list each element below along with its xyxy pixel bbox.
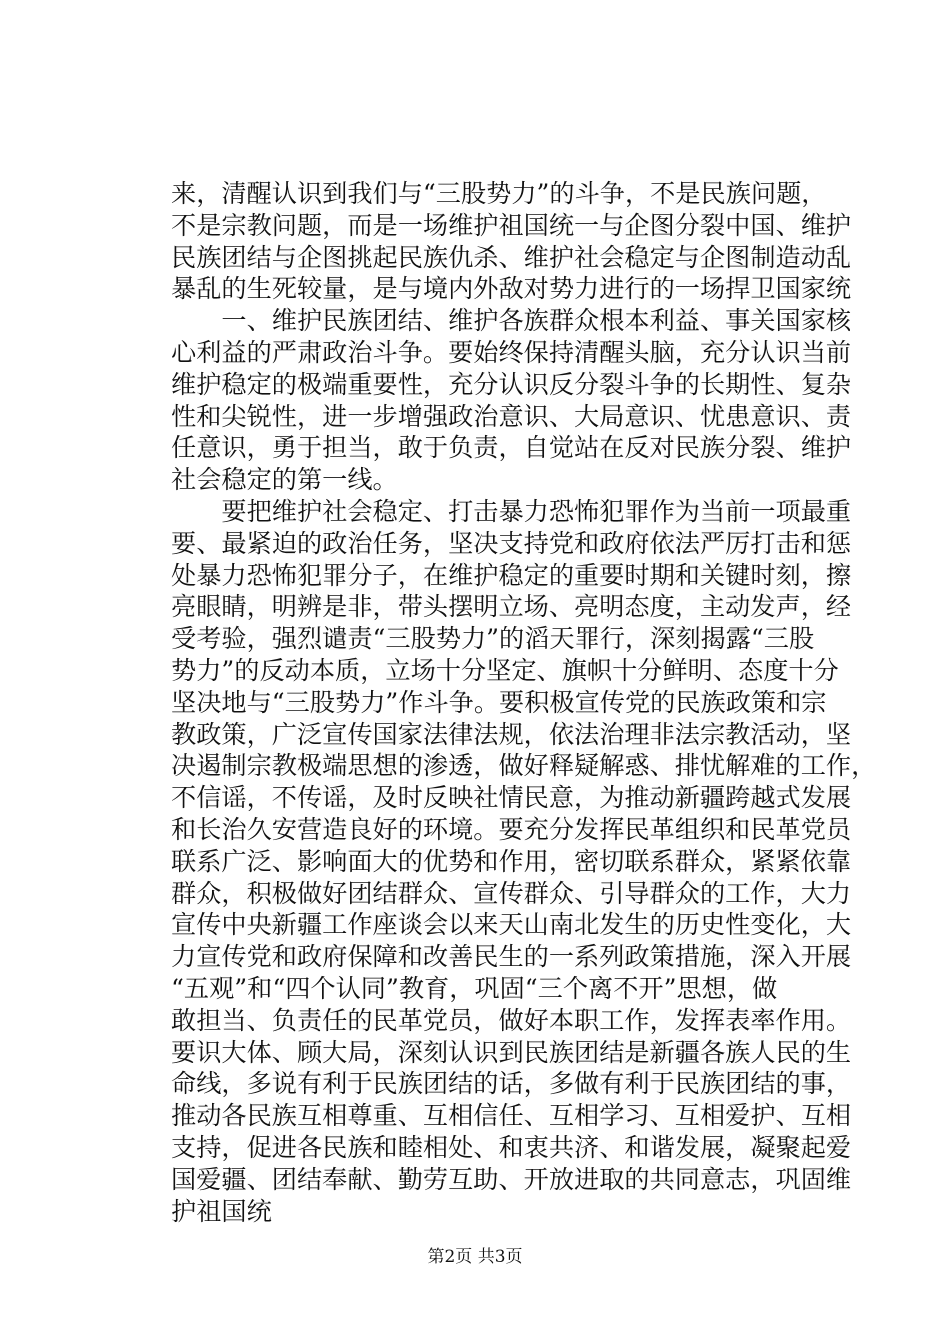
text-line: 势力”的反动本质，立场十分坚定、旗帜十分鲜明、态度十分 [171,655,839,685]
text-line: 敢担当、负责任的民革党员，做好本职工作，发挥表率作用。 [171,1005,852,1035]
text-line: 要、最紧迫的政治任务，坚决支持党和政府依法严厉打击和惩 [171,528,852,558]
text-line: 社会稳定的第一线。 [171,465,398,495]
text-line: 力宣传党和政府保障和改善民生的一系列政策措施，深入开展 [171,942,852,972]
text-line: 教政策，广泛宣传国家法律法规，依法治理非法宗教活动，坚 [171,719,852,749]
text-line: 宣传中央新疆工作座谈会以来天山南北发生的历史性变化，大 [171,910,852,940]
text-line: 要把维护社会稳定、打击暴力恐怖犯罪作为当前一项最重 [171,496,852,526]
text-line: 来，清醒认识到我们与“三股势力”的斗争，不是民族问题， [171,179,827,208]
text-line: 受考验，强烈谴责“三股势力”的滔天罪行，深刻揭露“三股 [171,624,815,654]
text-line: 心利益的严肃政治斗争。要始终保持清醒头脑，充分认识当前 [171,337,852,367]
text-line: 民族团结与企图挑起民族仇杀、维护社会稳定与企图制造动乱 [171,242,852,272]
text-line: 要识大体、顾大局，深刻认识到民族团结是新疆各族人民的生 [171,1037,852,1067]
text-line: 暴乱的生死较量，是与境内外敌对势力进行的一场捍卫国家统 [171,274,852,304]
page-number-footer: 第2页 共3页 [427,1247,523,1267]
text-line: 性和尖锐性，进一步增强政治意识、大局意识、忧患意识、责 [171,401,852,431]
text-line: 国爱疆、团结奉献、勤劳互助、开放进取的共同意志，巩固维 [171,1164,852,1194]
text-line: 亮眼睛，明辨是非，带头摆明立场、亮明态度，主动发声，经 [171,592,852,622]
text-line: 不信谣，不传谣，及时反映社情民意，为推动新疆跨越式发展 [171,783,852,813]
text-line: 决遏制宗教极端思想的渗透，做好释疑解惑、排忧解难的工作， [171,751,877,781]
text-line: 任意识，勇于担当，敢于负责，自觉站在反对民族分裂、维护 [171,433,852,463]
text-line: 群众，积极做好团结群众、宣传群众、引导群众的工作，大力 [171,878,852,908]
text-line: 维护稳定的极端重要性，充分认识反分裂斗争的长期性、复杂 [171,369,852,399]
text-line: “五观”和“四个认同”教育，巩固“三个离不开”思想，做 [171,973,778,1003]
text-line: 支持，促进各民族和睦相处、和衷共济、和谐发展，凝聚起爱 [171,1132,852,1162]
text-line: 护祖国统 [171,1196,272,1226]
text-line: 一、维护民族团结、维护各族群众根本利益、事关国家核 [171,306,852,336]
document-body [171,178,877,1227]
text-line: 推动各民族互相尊重、互相信任、互相学习、互相爱护、互相 [171,1101,852,1131]
text-line: 不是宗教问题，而是一场维护祖国统一与企图分裂中国、维护 [171,210,852,240]
text-line: 处暴力恐怖犯罪分子，在维护稳定的重要时期和关键时刻，擦 [171,560,852,590]
text-line: 坚决地与“三股势力”作斗争。要积极宣传党的民族政策和宗 [171,687,827,717]
text-line: 命线，多说有利于民族团结的话，多做有利于民族团结的事， [171,1069,852,1099]
text-line: 和长治久安营造良好的环境。要充分发挥民革组织和民革党员 [171,814,852,844]
text-line: 联系广泛、影响面大的优势和作用，密切联系群众，紧紧依靠 [171,846,852,876]
